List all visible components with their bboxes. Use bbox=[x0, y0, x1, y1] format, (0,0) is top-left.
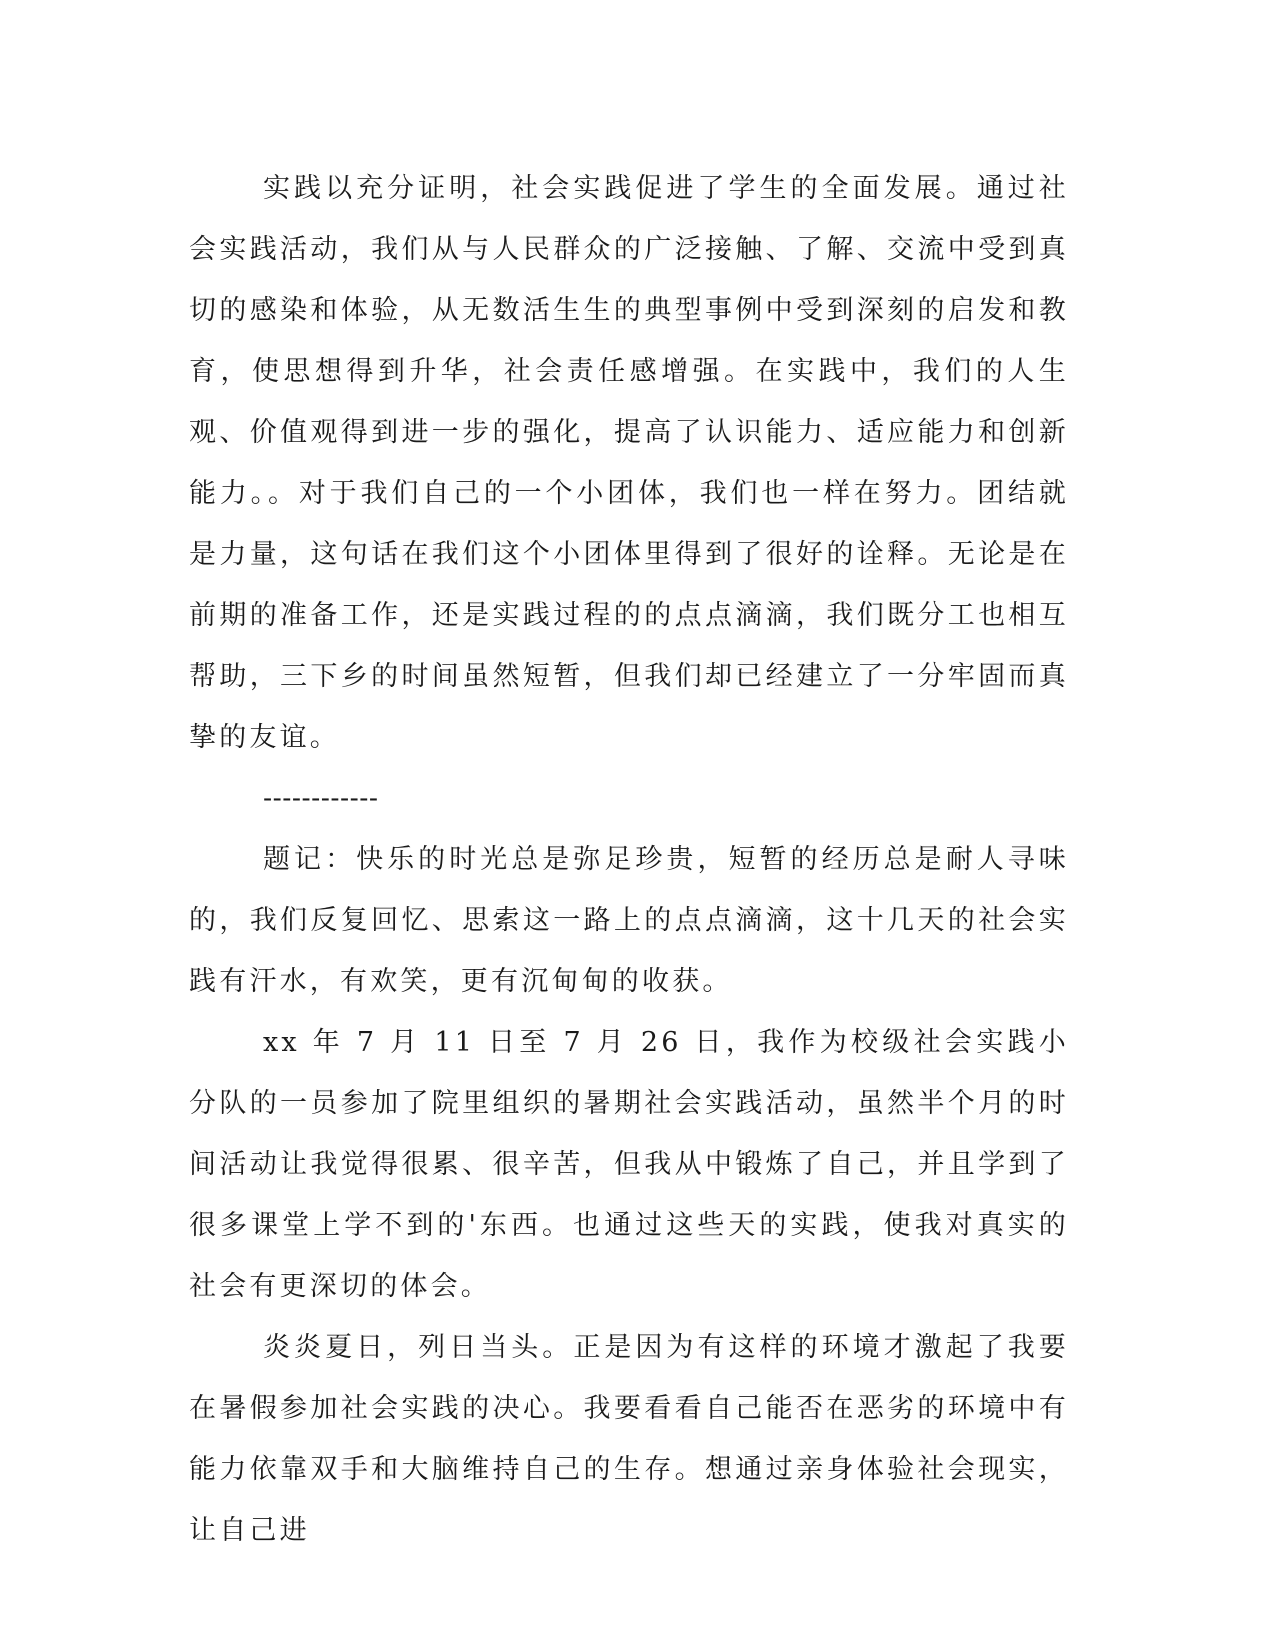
paragraph-summer-motivation: 炎炎夏日，列日当头。正是因为有这样的环境才激起了我要在暑假参加社会实践的决心。我要看看自己能否在恶劣的环境中有能力依靠双手和大脑维持自己的生存。想通过亲身体验社会现实，让自己进 bbox=[189, 1332, 1069, 1546]
document-body bbox=[189, 158, 1069, 1561]
section-separator: ------------ bbox=[263, 783, 379, 814]
paragraph-practice-summary: 实践以充分证明，社会实践促进了学生的全面发展。通过社会实践活动，我们从与人民群众的广泛接触、了解、交流中受到真切的感染和体验，从无数活生生的典型事例中受到深刻的启发和教育，使思想得到升华，社会责任感增强。在实践中，我们的人生观、价值观得到进一步的强化，提高了认识能力、适应能力和创新能力。。对于我们自己的一个小团体，我们也一样在努力。团结就是力量，这句话在我们这个小团体里得到了很好的诠释。无论是在前期的准备工作，还是实践过程的的点点滴滴，我们既分工也相互帮助，三下乡的时间虽然短暂，但我们却已经建立了一分牢固而真挚的友谊。 bbox=[189, 173, 1069, 753]
paragraph-activity-dates: xx 年 7 月 11 日至 7 月 26 日，我作为校级社会实践小分队的一员参加了院里组织的暑期社会实践活动，虽然半个月的时间活动让我觉得很累、很辛苦，但我从中锻炼了自己，并且学到了很多课堂上学不到的'东西。也通过这些天的实践，使我对真实的社会有更深切的体会。 bbox=[189, 1027, 1069, 1302]
paragraph-epigraph: 题记：快乐的时光总是弥足珍贵，短暂的经历总是耐人寻味的，我们反复回忆、思索这一路上的点点滴滴，这十几天的社会实践有汗水，有欢笑，更有沉甸甸的收获。 bbox=[189, 844, 1069, 997]
